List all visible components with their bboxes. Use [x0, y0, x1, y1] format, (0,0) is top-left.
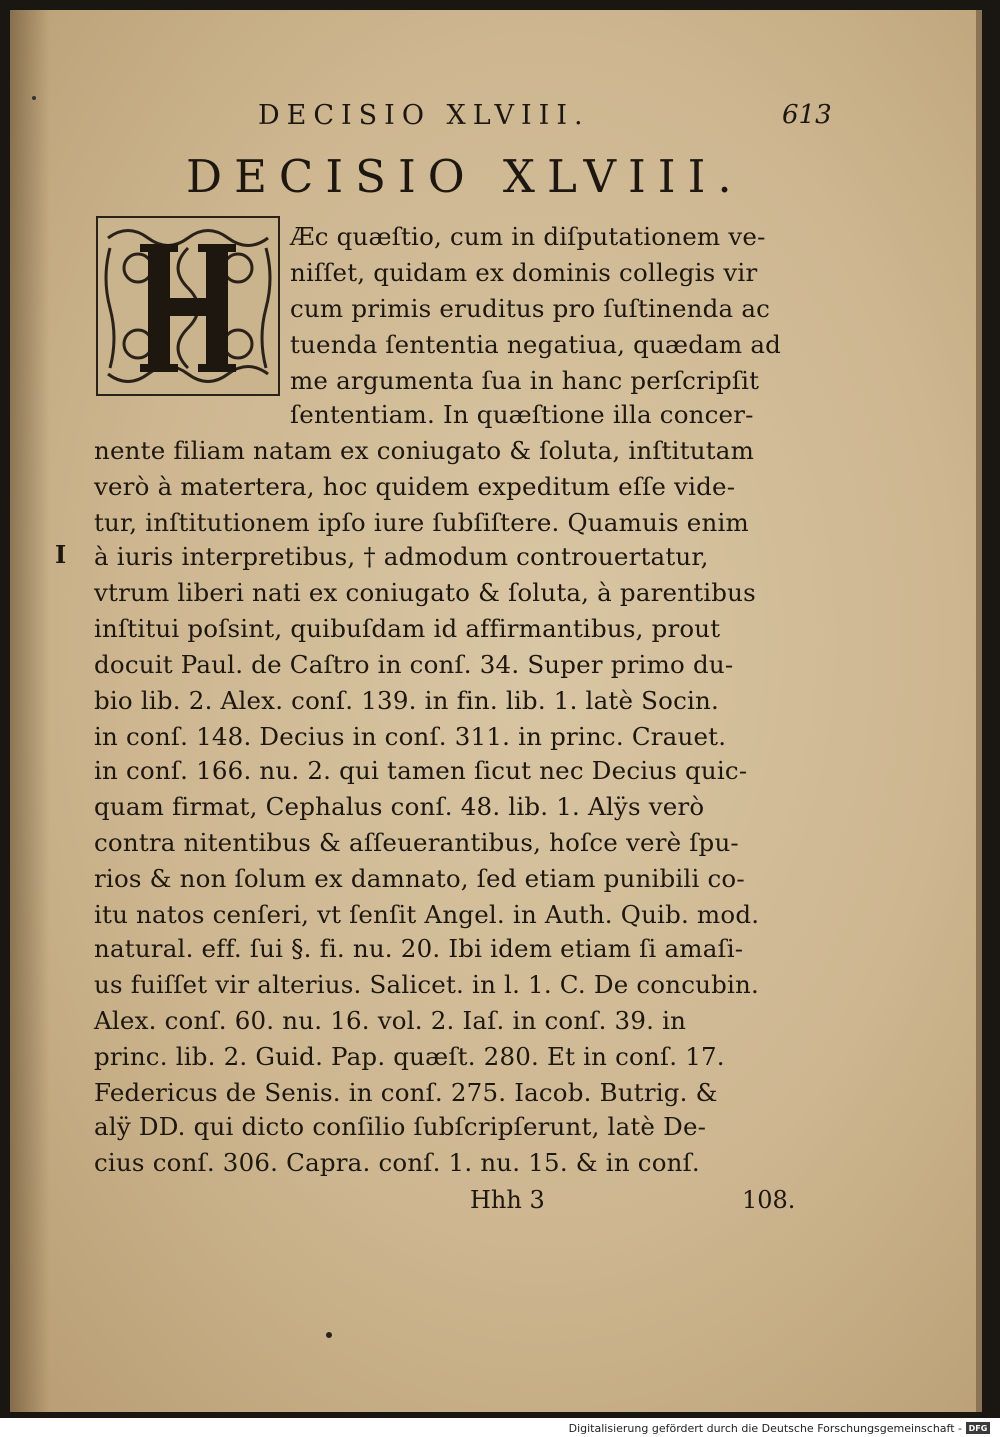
ink-speck: [326, 1332, 332, 1338]
text-line: cius conſ. 306. Capra. conſ. 1. nu. 15. & in conſ.: [94, 1148, 700, 1177]
text-line: tuenda ſententia negatiua, quædam ad: [290, 330, 782, 359]
text-line: docuit Paul. de Caſtro in conſ. 34. Super primo du-: [94, 650, 734, 679]
footer-text: Digitalisierung gefördert durch die Deutsche Forschungsgemeinschaft -: [568, 1421, 962, 1435]
text-line: nente filiam natam ex coniugato & ſoluta, inſtitutam: [94, 436, 755, 465]
text-line: itu natos cenſeri, vt ſenſit Angel. in Auth. Quib. mod.: [94, 900, 760, 929]
running-head: DECISIO XLVIII.: [258, 100, 590, 131]
text-line: alÿ DD. qui dicto conſilio ſubſcripſerunt, latè De-: [94, 1112, 707, 1141]
text-line: niſſet, quidam ex dominis collegis vir: [290, 258, 758, 287]
dfg-logo-icon: DFG: [966, 1422, 990, 1434]
text-line: Alex. conſ. 60. nu. 16. vol. 2. Iaſ. in conſ. 39. in: [94, 1006, 687, 1035]
text-line: verò à matertera, hoc quidem expeditum eſſe vide-: [94, 472, 736, 501]
text-line: cum primis eruditus pro ſuſtinenda ac: [290, 294, 771, 323]
ink-speck: [32, 96, 36, 100]
text-line: contra nitentibus & aſſeuerantibus, hoſce verè ſpu-: [94, 828, 739, 857]
text-line: vtrum liberi nati ex coniugato & ſoluta, à parentibus: [94, 578, 756, 607]
signature-mark: Hhh 3: [470, 1186, 545, 1214]
text-line: rios & non ſolum ex damnato, ſed etiam punibili co-: [94, 864, 745, 893]
digitization-footer: [569, 1421, 990, 1435]
text-line: ſententiam. In quæſtione illa concer-: [290, 400, 754, 429]
text-line: in conſ. 166. nu. 2. qui tamen ſicut nec Decius quic-: [94, 756, 748, 785]
catchword: 108.: [742, 1186, 796, 1214]
section-title: DECISIO XLVIII.: [186, 150, 744, 203]
text-line: princ. lib. 2. Guid. Pap. quæſt. 280. Et in conſ. 17.: [94, 1042, 725, 1071]
text-line: tur, inſtitutionem ipſo iure ſubſiſtere. Quamuis enim: [94, 508, 749, 537]
decorated-initial-h: [96, 216, 280, 396]
text-line: à iuris interpretibus, † admodum controuertatur,: [94, 542, 709, 571]
text-line: me argumenta ſua in hanc perſcripſit: [290, 366, 760, 395]
text-line: inſtitui poſsint, quibuſdam id affirmantibus, prout: [94, 614, 721, 643]
margin-note: I: [55, 540, 67, 569]
text-line: Æc quæſtio, cum in diſputationem ve-: [290, 222, 766, 251]
text-line: Federicus de Senis. in conſ. 275. Iacob. Butrig. &: [94, 1078, 718, 1107]
text-line: bio lib. 2. Alex. conſ. 139. in fin. lib. 1. latè Socin.: [94, 686, 719, 715]
ornament-icon: [98, 218, 278, 394]
text-line: natural. eff. ſui §. fi. nu. 20. Ibi idem etiam ſi amaſi-: [94, 934, 744, 963]
page-number: 613: [782, 100, 832, 130]
text-line: in conſ. 148. Decius in conſ. 311. in princ. Crauet.: [94, 722, 727, 751]
gutter-shadow: [10, 10, 50, 1412]
text-line: quam firmat, Cephalus conſ. 48. lib. 1. Alÿs verò: [94, 792, 705, 821]
text-line: us fuiſſet vir alterius. Salicet. in l. 1. C. De concubin.: [94, 970, 760, 999]
